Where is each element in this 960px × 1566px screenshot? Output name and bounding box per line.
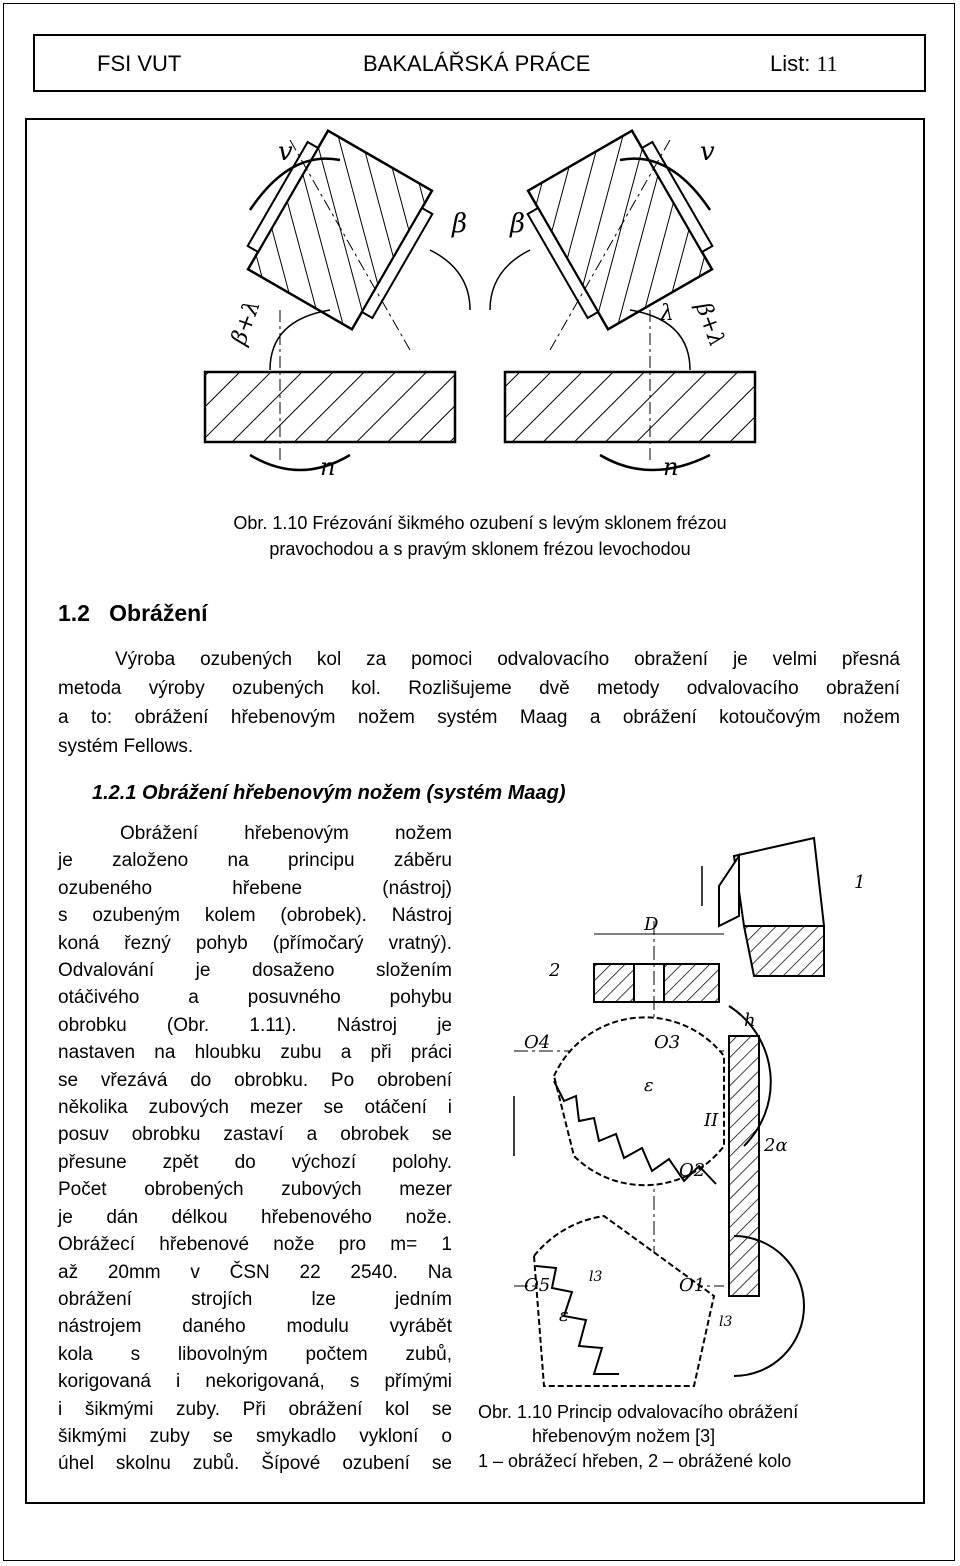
- header-page-number: 11: [816, 51, 838, 76]
- cutter-left: [238, 125, 443, 336]
- page-header: [33, 34, 926, 92]
- cutter-right: [518, 125, 723, 336]
- label-n-left: n: [320, 453, 336, 481]
- body-line: kola s libovolným počtem zubů,: [58, 1343, 452, 1365]
- fig2-label-l3b: l3: [719, 1314, 733, 1330]
- body-line: koná řezný pohyb (přímočarý vratný).: [58, 932, 452, 954]
- body-line: obrážení strojích lze jedním: [58, 1288, 452, 1310]
- fig2-label-O3: O3: [654, 1032, 681, 1053]
- para-line-2: metoda výroby ozubených kol. Rozlišujeme dvě metody odvalovacího obražení: [58, 678, 900, 699]
- body-line: obrobku (Obr. 1.11). Nástroj je: [58, 1014, 452, 1036]
- label-v-right: v: [700, 137, 715, 167]
- body-line: Odvalování je dosaženo složením: [58, 960, 452, 982]
- body-line: posuv obrobku zastaví a obrobek se: [58, 1124, 452, 1146]
- header-page: [770, 51, 838, 77]
- body-line: přesune zpět do výchozí polohy.: [58, 1151, 452, 1173]
- body-line: otáčivého a posuvného pohybu: [58, 987, 452, 1009]
- workpiece-left: [205, 372, 455, 442]
- body-line: nástrojem daného modulu vyrábět: [58, 1316, 452, 1338]
- para-line-4: systém Fellows.: [58, 736, 194, 757]
- fig2-label-eps2: ε: [559, 1305, 569, 1326]
- para-line-3: a to: obrážení hřebenovým nožem systém Maag a obrážení kotoučovým nožem: [58, 707, 900, 728]
- section-heading: [58, 600, 208, 627]
- body-line: ozubeného hřebene (nástroj): [58, 877, 452, 899]
- fig2-label-2alpha: 2α: [764, 1135, 788, 1156]
- para-line-1: Výroba ozubených kol za pomoci odvalovacího obražení je velmi přesná: [115, 649, 900, 670]
- header-institution: FSI VUT: [97, 51, 182, 76]
- label-v-left: v: [278, 137, 293, 167]
- subsection-body: [58, 820, 452, 1478]
- body-line: s ozubeným kolem (obrobek). Nástroj: [58, 905, 452, 927]
- fig2-label-O2: O2: [679, 1160, 706, 1181]
- body-line: až 20mm v ČSN 22 2540. Na: [58, 1261, 452, 1283]
- milling-diagram: [180, 120, 780, 500]
- body-line: šikmými zuby se smykadlo vykloní o: [58, 1425, 452, 1447]
- fig2-label-1: 1: [854, 872, 866, 893]
- header-page-label: List:: [770, 51, 811, 76]
- section-title: Obrážení: [109, 600, 208, 626]
- fig2-label-O1: O1: [679, 1275, 706, 1296]
- label-n-right: n: [663, 453, 679, 481]
- subsection-heading: 1.2.1 Obrážení hřebenovým nožem (systém Maag): [92, 782, 566, 804]
- body-line: úhel skolnu zubů. Šípové ozubení se: [58, 1453, 452, 1475]
- body-line: se vřezává do obrobku. Po obrobení: [58, 1069, 452, 1091]
- label-lambda-right: λ: [660, 301, 674, 326]
- header-title: BAKALÁŘSKÁ PRÁCE: [363, 51, 591, 76]
- body-line: několika zubových mezer se otáčení i: [58, 1097, 452, 1119]
- body-line: Počet obrobených zubových mezer: [58, 1179, 452, 1201]
- figure2-caption-line2: hřebenovým nožem [3]: [532, 1426, 716, 1446]
- section-number: 1.2: [58, 600, 90, 626]
- body-line: Obrážecí hřebenové nože pro m= 1: [58, 1234, 452, 1256]
- workpiece-right: [505, 372, 755, 442]
- label-beta-lambda-left: β+λ: [226, 297, 266, 348]
- body-line: Obrážení hřebenovým nožem: [120, 823, 452, 844]
- figure1-caption-line2: pravochodou a s pravým sklonem frézou levochodou: [269, 539, 691, 559]
- figure1-caption-line1: Obr. 1.10 Frézování šikmého ozubení s levým sklonem frézou: [233, 513, 727, 533]
- body-line: je dán délkou hřebenového nože.: [58, 1206, 452, 1228]
- fig2-label-2: 2: [549, 960, 561, 981]
- label-beta-left: β: [452, 209, 468, 239]
- figure2-caption-line1: Obr. 1.10 Princip odvalovacího obrážení: [478, 1402, 799, 1422]
- section-paragraph: [58, 645, 900, 761]
- fig2-label-l3a: l3: [589, 1269, 603, 1285]
- shaping-diagram: [494, 826, 874, 1398]
- figure2-caption-line3: 1 – obrážecí hřeben, 2 – obrážené kolo: [478, 1451, 792, 1471]
- fig2-label-II: II: [704, 1110, 719, 1131]
- fig2-label-O4: O4: [524, 1032, 551, 1053]
- fig2-label-O5: O5: [524, 1275, 551, 1296]
- label-beta-right: β: [510, 209, 526, 239]
- label-beta-lambda-right: β+λ: [690, 299, 730, 351]
- body-line: je založeno na principu záběru: [58, 850, 452, 872]
- fig2-label-D: D: [644, 914, 659, 935]
- body-line: i šikmými zuby. Při obrážení kol se: [58, 1398, 452, 1420]
- body-line: nastaven na hloubku zubu a při práci: [58, 1042, 452, 1064]
- body-line: korigovaná i nekorigovaná, s přímými: [58, 1371, 452, 1393]
- fig2-label-eps: ε: [644, 1075, 654, 1096]
- fig2-label-h: h: [744, 1010, 756, 1031]
